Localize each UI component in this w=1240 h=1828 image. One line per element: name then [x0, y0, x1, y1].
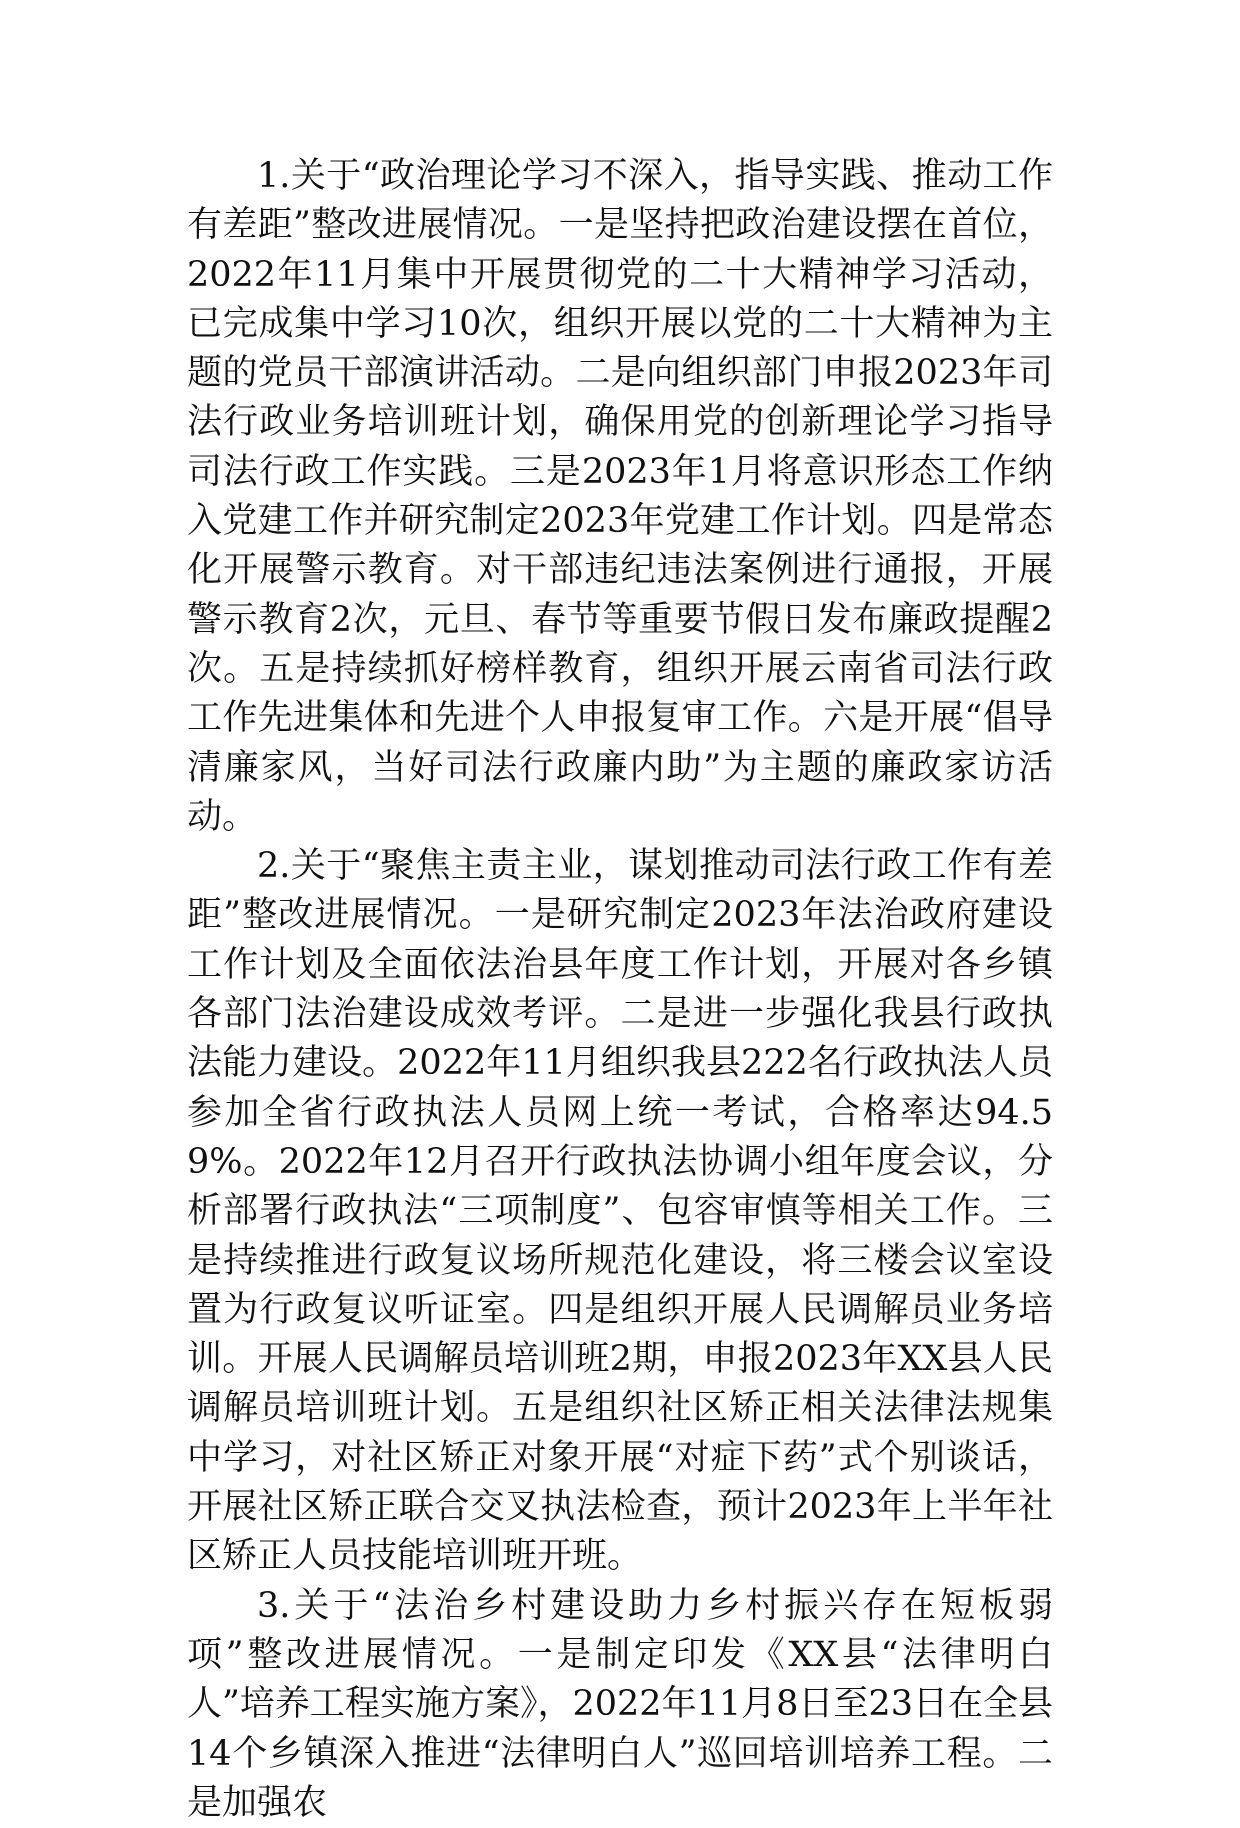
paragraph-3: 3.关于“法治乡村建设助力乡村振兴存在短板弱项”整改进展情况。一是制定印发《XX县“法律明白人”培养工程实施方案》，2022年11月8日至23日在全县14个乡镇深入推进“法律明白人”巡回培训培养工程。二是加强农 [187, 1585, 1053, 1823]
paragraph-1: 1.关于“政治理论学习不深入，指导实践、推动工作有差距”整改进展情况。一是坚持把政治建设摆在首位，2022年11月集中开展贯彻党的二十大精神学习活动，已完成集中学习10次，组织开展以党的二十大精神为主题的党员干部演讲活动。二是向组织部门申报2023年司法行政业务培训班计划，确保用党的创新理论学习指导司法行政工作实践。三是2023年1月将意识形态工作纳入党建工作并研究制定2023年党建工作计划。四是常态化开展警示教育。对干部违纪违法案例进行通报，开展警示教育2次，元旦、春节等重要节假日发布廉政提醒2次。五是持续抓好榜样教育，组织开展云南省司法行政工作先进集体和先进个人申报复审工作。六是开展“倡导清廉家风，当好司法行政廉内助”为主题的廉政家访活动。 [187, 156, 1053, 837]
document-page [187, 152, 1053, 1828]
paragraph-2: 2.关于“聚焦主责主业，谋划推动司法行政工作有差距”整改进展情况。一是研究制定2023年法治政府建设工作计划及全面依法治县年度工作计划，开展对各乡镇各部门法治建设成效考评。二是进一步强化我县行政执法能力建设。2022年11月组织我县222名行政执法人员参加全省行政执法人员网上统一考试，合格率达94.59%。2022年12月召开行政执法协调小组年度会议，分析部署行政执法“三项制度”、包容审慎等相关工作。三是持续推进行政复议场所规范化建设，将三楼会议室设置为行政复议听证室。四是组织开展人民调解员业务培训。开展人民调解员培训班2期，申报2023年XX县人民调解员培训班计划。五是组织社区矫正相关法律法规集中学习，对社区矫正对象开展“对症下药”式个别谈话，开展社区矫正联合交叉执法检查，预计2023年上半年社区矫正人员技能培训班开班。 [187, 846, 1053, 1577]
